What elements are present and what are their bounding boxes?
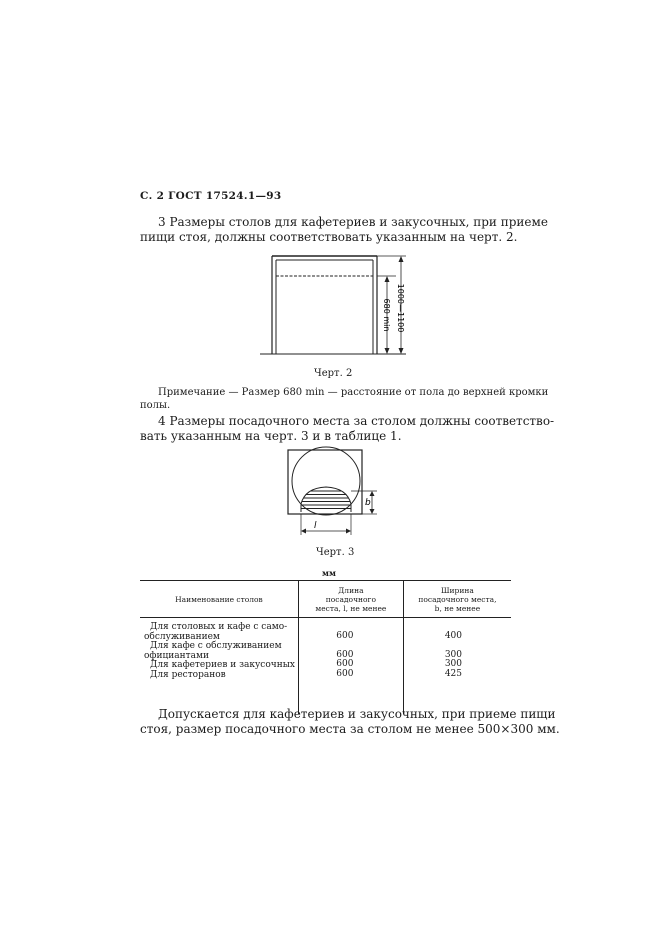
row-2-name-line-2: официантами [144, 650, 209, 661]
row-4-width: 425 [444, 668, 463, 679]
table-body-row [140, 618, 511, 714]
note-line-2: полы. [140, 400, 171, 411]
seat-hatching [297, 491, 357, 509]
table-elevation-drawing [260, 248, 420, 360]
row-1-length: 600 [336, 631, 354, 641]
dimension-label-l: l [314, 521, 317, 531]
row-2-width: 300 [444, 649, 463, 660]
figure-3-caption: Черт. 3 [316, 547, 355, 558]
table-names-column [140, 618, 298, 714]
paragraph-4-line-2: вать указанным на черт. 3 и в таблице 1. [140, 429, 402, 443]
dimension-label-680: 680 min [382, 298, 391, 332]
row-1-name-line-2: обслуживанием [144, 631, 220, 642]
row-4-length: 600 [336, 668, 354, 679]
arrow-down-680 [385, 348, 390, 354]
table-widths-column [403, 618, 511, 714]
paragraph-3-line-1: 3 Размеры столов для кафетериев и закусочных, при приеме [158, 215, 548, 229]
header-table-name: Наименование столов [140, 581, 298, 618]
final-paragraph-line-2: стоя, размер посадочного места за столом не менее 500×300 мм. [140, 722, 560, 736]
table-header-row [140, 581, 511, 618]
paragraph-4-line-1: 4 Размеры посадочного места за столом должны соответство- [158, 414, 555, 428]
row-1-width: 400 [444, 631, 463, 641]
arrow-up-range [399, 256, 404, 262]
header-seat-width [403, 581, 511, 618]
note-line-1: Примечание — Размер 680 min — расстояние от пола до верхней кромки [158, 387, 549, 398]
row-1-name-line-1: Для столовых и кафе с само- [150, 622, 288, 632]
seating-place-drawing [282, 446, 382, 546]
page-header: С. 2 ГОСТ 17524.1—93 [140, 190, 282, 202]
table-unit: мм [322, 568, 336, 578]
arrow-up-680 [385, 276, 390, 282]
arrow-l-left [301, 529, 306, 534]
header-seat-length-text: Длина посадочного места, l, не менее [315, 585, 387, 613]
arrow-b-top [370, 491, 375, 496]
arrow-b-bottom [370, 509, 375, 514]
paragraph-3-line-2: пищи стоя, должны соответствовать указанным на черт. 2. [140, 230, 518, 244]
arrow-l-right [346, 529, 351, 534]
dimension-label-range: 1000—1100 [396, 283, 405, 333]
row-3-name: Для кафетериев и закусочных [150, 660, 295, 670]
row-4-name: Для ресторанов [150, 669, 226, 680]
header-seat-length [298, 581, 403, 618]
header-seat-width-text: Ширина посадочного места, b, не менее [418, 585, 497, 613]
row-3-width: 300 [444, 659, 463, 669]
figure-2-caption: Черт. 2 [314, 368, 353, 379]
row-2-length: 600 [336, 649, 354, 660]
final-paragraph-line-1: Допускается для кафетериев и закусочных, при приеме пищи [158, 707, 556, 721]
dimension-label-b: b [365, 498, 371, 508]
arrow-down-range [399, 348, 404, 354]
row-2-name-line-1: Для кафе с обслуживанием [150, 641, 282, 651]
row-3-length: 600 [336, 659, 354, 669]
table-lengths-column [298, 618, 403, 714]
seating-dimensions-table [140, 580, 511, 714]
